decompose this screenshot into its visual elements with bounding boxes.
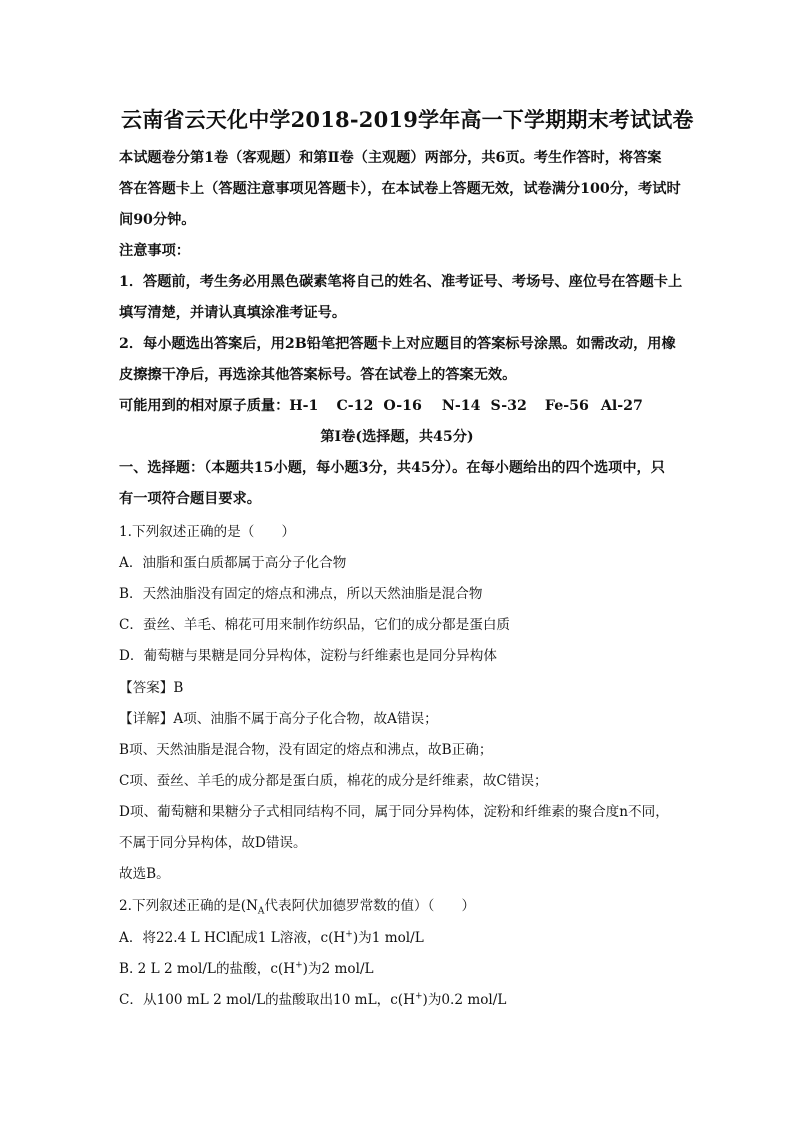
q1-explanation-line-1: 【详解】A项、油脂不属于高分子化合物，故A错误； xyxy=(119,711,438,727)
atomic-masses xyxy=(119,395,643,415)
q2-stem-subscript: A xyxy=(257,906,265,917)
atomic-mass-item: N-14 xyxy=(441,398,481,414)
page-title: 云南省云天化中学2018-2019学年高一下学期期末考试试卷 xyxy=(121,107,694,132)
q2-option-a-text-end: )为1 mol/L xyxy=(352,930,424,946)
q1-option-d: D．葡萄糖与果糖是同分异构体，淀粉与纤维素也是同分异构体 xyxy=(119,648,497,664)
q1-answer: 【答案】B xyxy=(119,680,184,696)
atomic-mass-item: Fe-56 xyxy=(544,398,589,414)
q2-option-b xyxy=(119,957,374,977)
q1-explanation-line-6: 故选B。 xyxy=(119,866,170,882)
notice-line-3: 2．每小题选出答案后，用2B铅笔把答题卡上对应题目的答案标号涂黑。如需改动，用橡 xyxy=(119,336,676,352)
intro-line-2: 答在答题卡上（答题注意事项见答题卡），在本试卷上答题无效，试卷满分100分，考试时 xyxy=(119,181,681,197)
q2-option-c-text: C．从100 mL 2 mol/L的盐酸取出10 mL，c(H xyxy=(119,992,415,1008)
atomic-mass-item: O-16 xyxy=(383,398,422,414)
q1-explanation-line-5: 不属于同分异构体，故D错误。 xyxy=(119,835,307,851)
q1-stem: 1.下列叙述正确的是（ ） xyxy=(119,524,296,540)
q2-option-b-sup: + xyxy=(295,960,303,971)
atomic-mass-item: H-1 xyxy=(289,398,319,414)
q1-explanation-line-4: D项、葡萄糖和果糖分子式相同结构不同，属于同分异构体，淀粉和纤维素的聚合度n不同， xyxy=(119,804,669,820)
atomic-masses-label: 可能用到的相对原子质量： xyxy=(119,398,290,414)
q1-option-c: C．蚕丝、羊毛、棉花可用来制作纺织品，它们的成分都是蛋白质 xyxy=(119,617,511,633)
intro-line-3: 间90分钟。 xyxy=(119,212,196,228)
notice-heading: 注意事项： xyxy=(119,243,190,259)
q2-option-c-text-end: )为0.2 mol/L xyxy=(422,992,507,1008)
q1-option-a: A．油脂和蛋白质都属于高分子化合物 xyxy=(119,555,347,571)
q2-option-a-sup: + xyxy=(345,929,353,940)
q2-stem-text-end: 代表阿伏加德罗常数的值）（ ） xyxy=(264,898,476,914)
section-intro-line-1: 一、选择题：（本题共15小题，每小题3分，共45分）。在每小题给出的四个选项中，只 xyxy=(119,460,665,476)
notice-line-2: 填写清楚，并请认真填涂准考证号。 xyxy=(119,305,347,321)
q2-stem-text: 2.下列叙述正确的是(N xyxy=(119,898,258,914)
q2-option-b-text-end: )为2 mol/L xyxy=(302,961,374,977)
atomic-mass-item: C-12 xyxy=(336,398,374,414)
q2-stem xyxy=(119,894,475,917)
q2-option-c xyxy=(119,988,506,1008)
q2-option-b-text: B. 2 L 2 mol/L的盐酸，c(H xyxy=(119,961,296,977)
intro-line-1: 本试题卷分第1卷（客观题）和第Ⅱ卷（主观题）两部分，共6页。考生作答时，将答案 xyxy=(119,150,662,166)
q1-explanation-line-3: C项、蚕丝、羊毛的成分都是蛋白质，棉花的成分是纤维素，故C错误； xyxy=(119,773,548,789)
atomic-mass-item: S-32 xyxy=(490,398,527,414)
notice-line-1: 1．答题前，考生务必用黑色碳素笔将自己的姓名、准考证号、考场号、座位号在答题卡上 xyxy=(119,274,683,290)
q1-option-b: B．天然油脂没有固定的熔点和沸点，所以天然油脂是混合物 xyxy=(119,586,483,602)
q2-option-a-text: A．将22.4 L HCl配成1 L溶液，c(H xyxy=(119,930,346,946)
section-title: 第Ⅰ卷(选择题，共45分) xyxy=(320,429,474,445)
atomic-mass-item: Al-27 xyxy=(600,398,643,414)
q2-option-a xyxy=(119,926,424,946)
section-intro-line-2: 有一项符合题目要求。 xyxy=(119,491,261,507)
q1-explanation-line-2: B项、天然油脂是混合物，没有固定的熔点和沸点，故B正确； xyxy=(119,742,493,758)
notice-line-4: 皮擦擦干净后，再选涂其他答案标号。答在试卷上的答案无效。 xyxy=(119,367,517,383)
q2-option-c-sup: + xyxy=(414,991,423,1002)
